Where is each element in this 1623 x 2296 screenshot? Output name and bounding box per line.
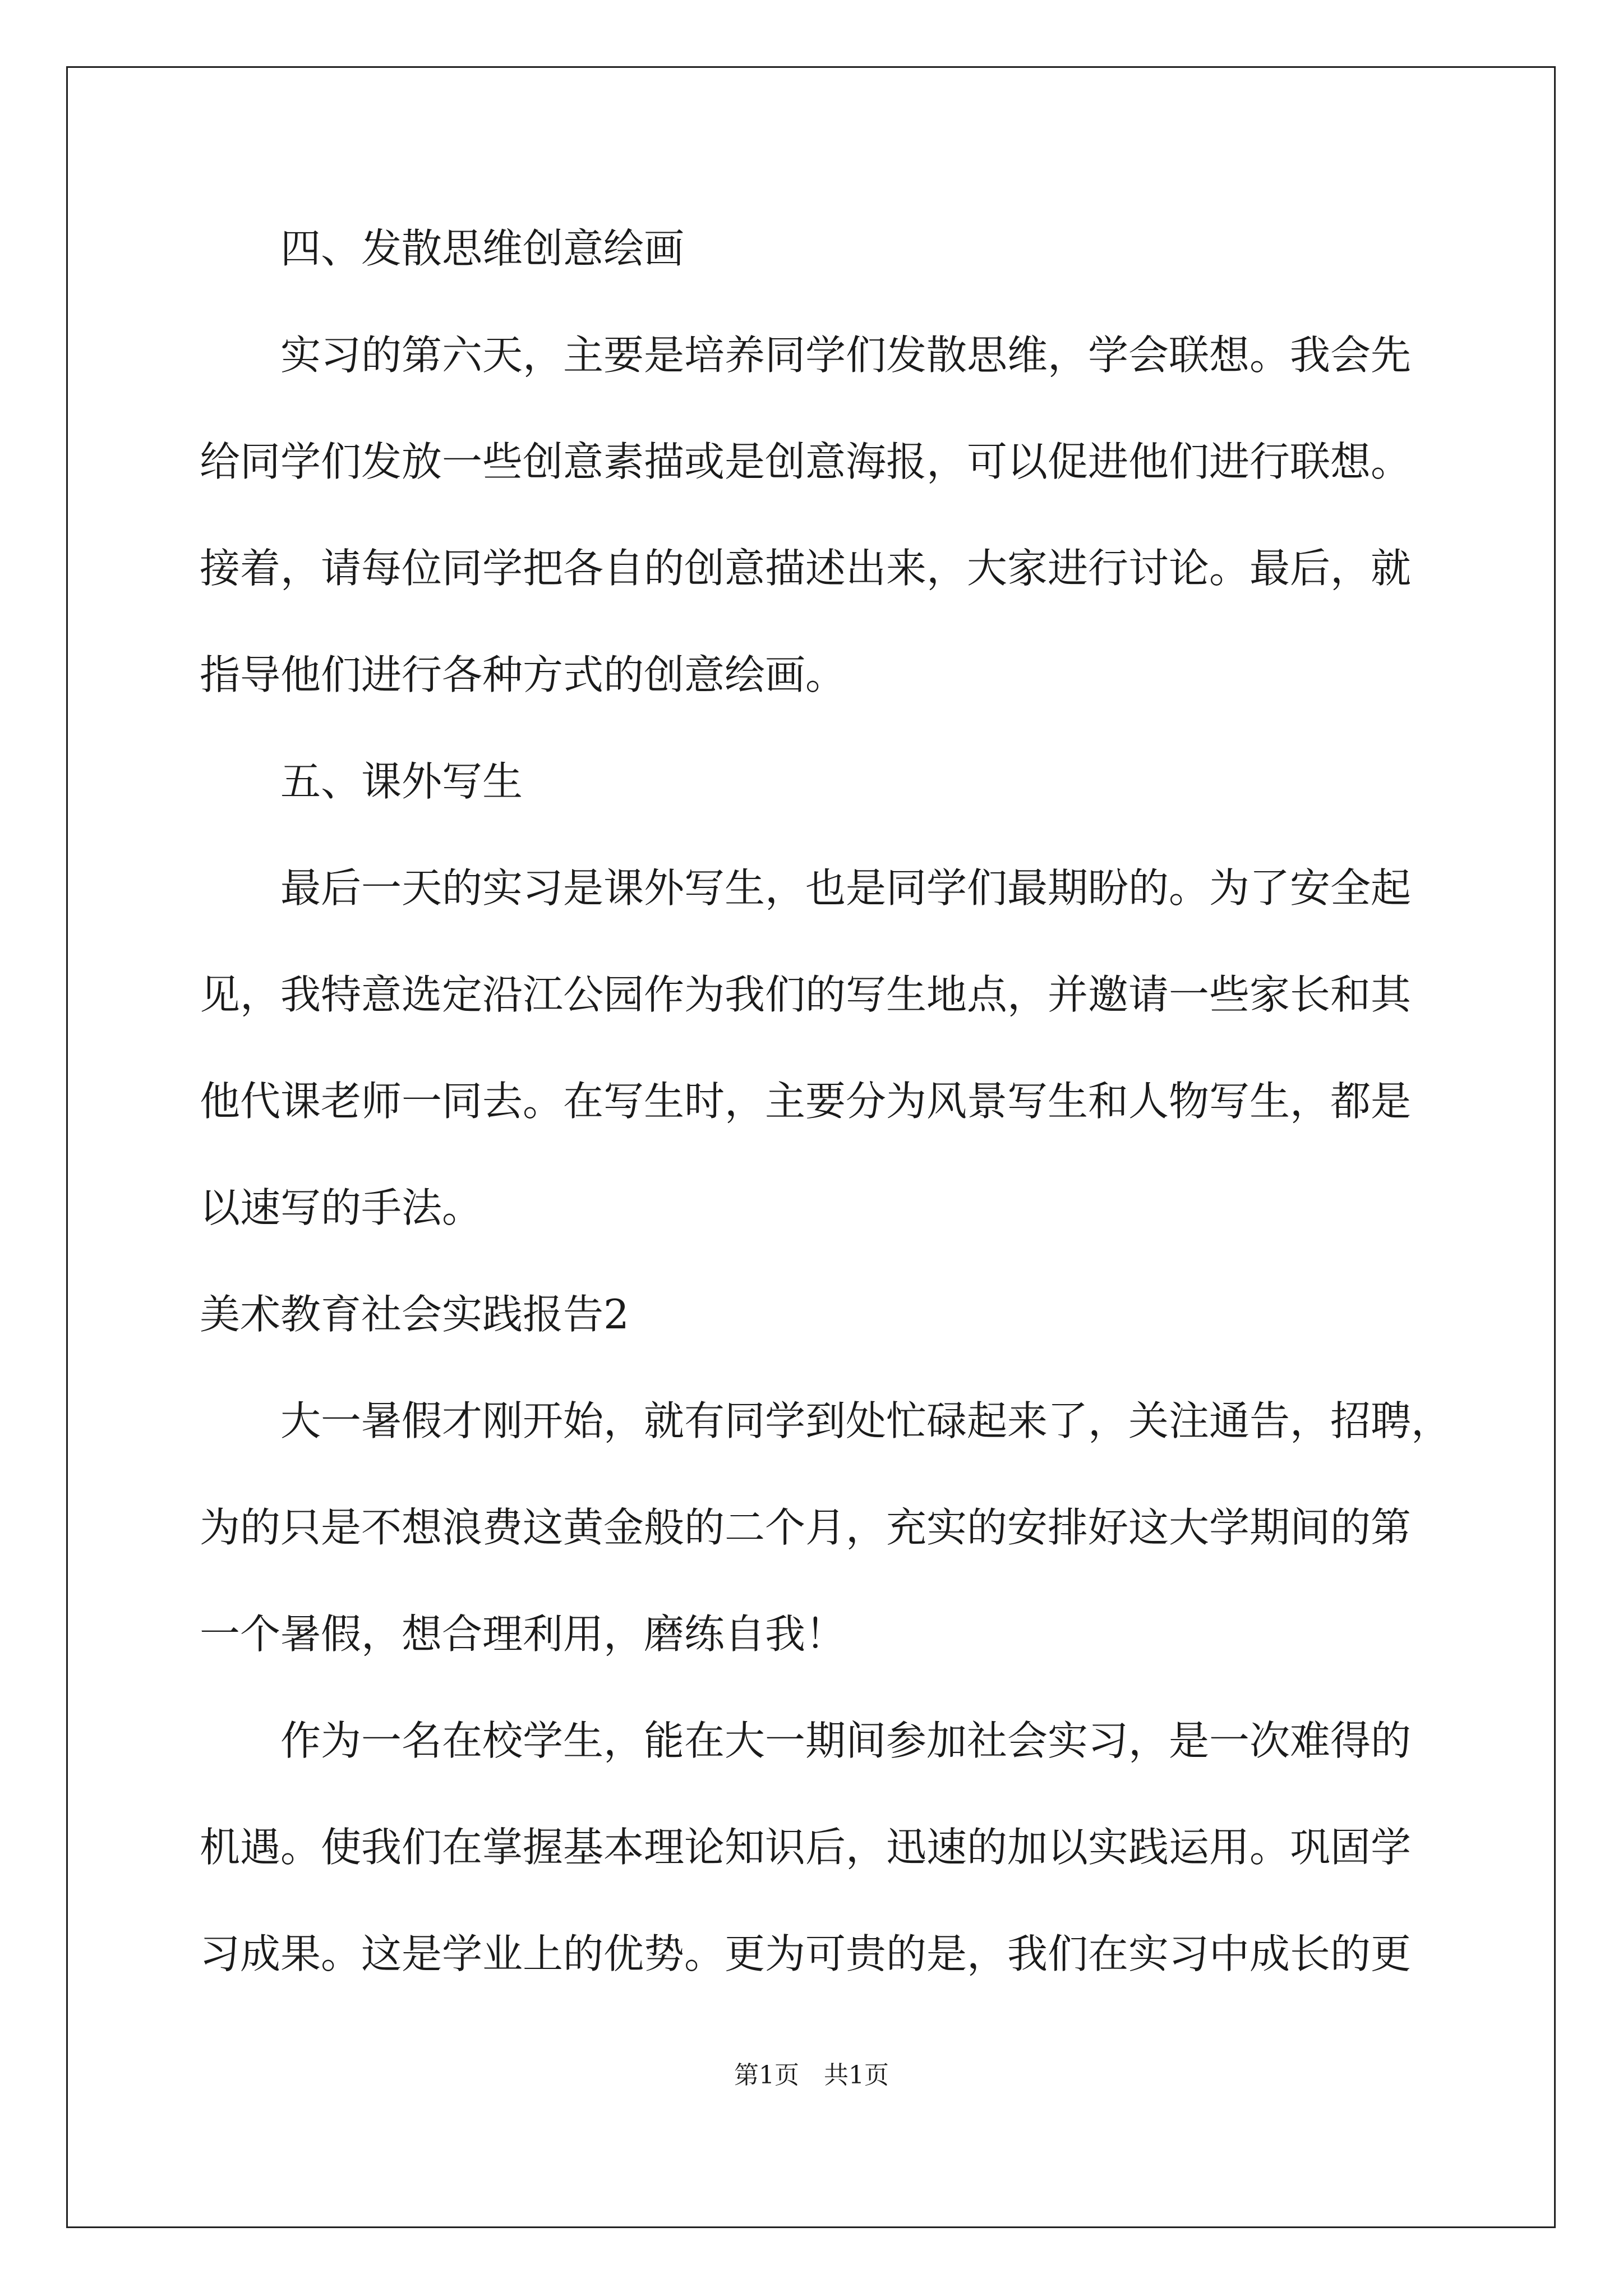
paragraph-line: 机遇。使我们在掌握基本理论知识后，迅速的加以实践运用。巩固学 <box>200 1824 1412 1871</box>
page-number-footer: 第1页 共1页 <box>734 2061 889 2090</box>
paragraph-line: 一个暑假，想合理利用，磨练自我！ <box>200 1611 846 1658</box>
paragraph-line: 接着，请每位同学把各自的创意描述出来，大家进行讨论。最后，就 <box>200 545 1412 592</box>
paragraph-line: 指导他们进行各种方式的创意绘画。 <box>200 651 846 698</box>
section-heading: 五、课外写生 <box>280 758 523 805</box>
paragraph-line: 实习的第六天，主要是培养同学们发散思维，学会联想。我会先 <box>280 332 1412 379</box>
paragraph-line: 大一暑假才刚开始，就有同学到处忙碌起来了，关注通告，招聘， <box>280 1397 1452 1444</box>
page-border <box>66 66 1556 2228</box>
section-heading: 四、发散思维创意绘画 <box>280 225 685 272</box>
paragraph-line: 给同学们发放一些创意素描或是创意海报，可以促进他们进行联想。 <box>200 438 1412 485</box>
paragraph-line: 习成果。这是学业上的优势。更为可贵的是，我们在实习中成长的更 <box>200 1930 1412 1977</box>
paragraph-line: 作为一名在校学生，能在大一期间参加社会实习，是一次难得的 <box>280 1717 1412 1764</box>
report-title: 美术教育社会实践报告2 <box>200 1291 629 1338</box>
paragraph-line: 他代课老师一同去。在写生时，主要分为风景写生和人物写生，都是 <box>200 1078 1412 1125</box>
paragraph-line: 以速写的手法。 <box>200 1184 483 1231</box>
paragraph-line: 为的只是不想浪费这黄金般的二个月，充实的安排好这大学期间的第 <box>200 1504 1412 1551</box>
paragraph-line: 最后一天的实习是课外写生，也是同学们最期盼的。为了安全起 <box>280 864 1412 912</box>
paragraph-line: 见，我特意选定沿江公园作为我们的写生地点，并邀请一些家长和其 <box>200 971 1412 1018</box>
